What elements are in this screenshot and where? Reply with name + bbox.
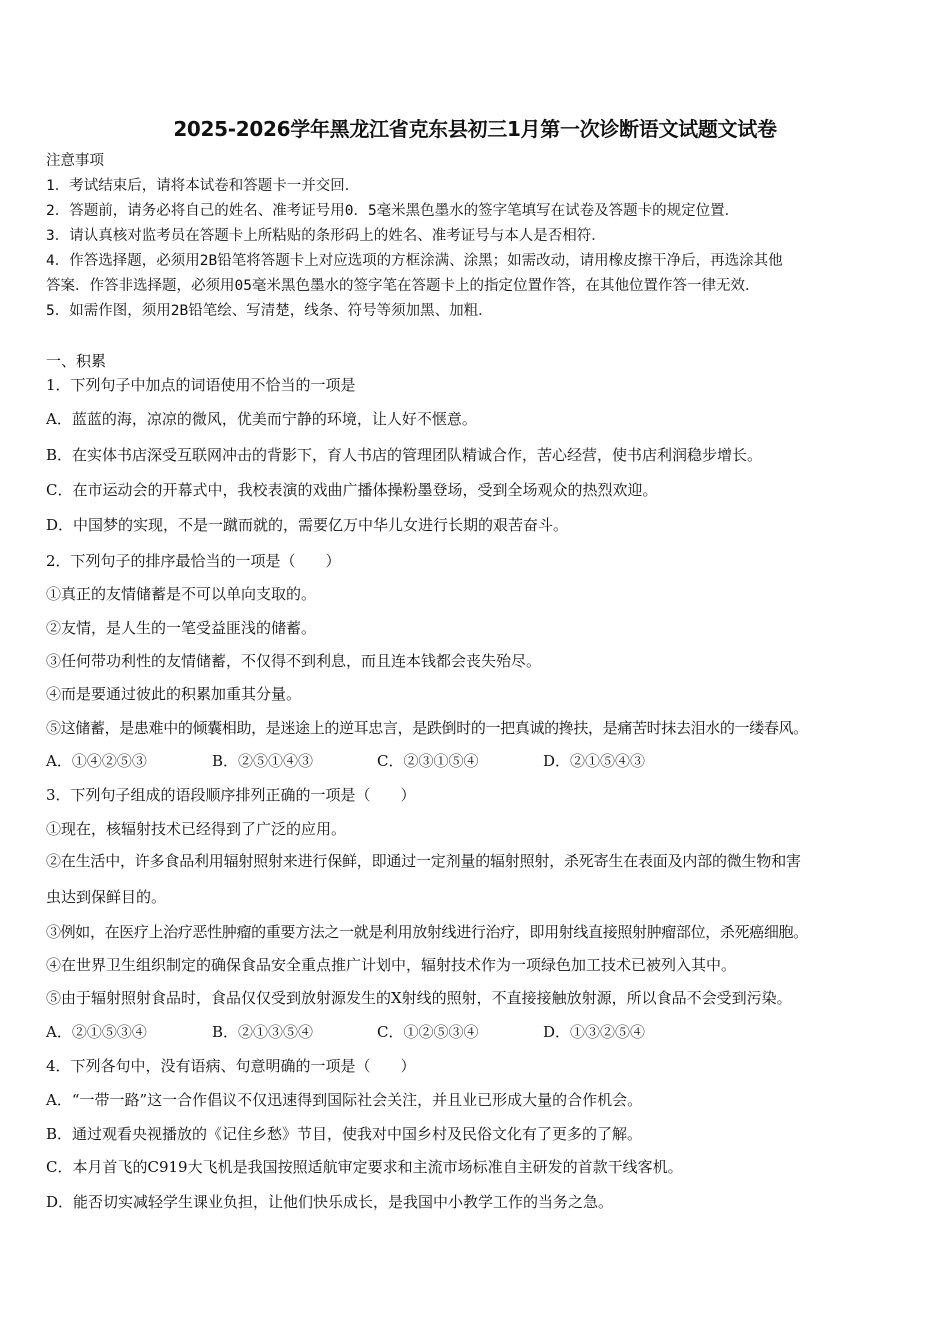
option-a: A．②①⑤③④ xyxy=(46,1023,147,1041)
notice-item: 5．如需作图，须用2B铅笔绘、写清楚，线条、符号等须加黑、加粗． xyxy=(46,303,493,319)
sentence: ③例如，在医疗上治疗恶性肿瘤的重要方法之一就是利用放射线进行治疗，即用射线直接照射肿瘤部位，杀死癌细胞。 xyxy=(46,923,808,941)
sentence: ①现在，核辐射技术已经得到了广泛的应用。 xyxy=(46,820,347,838)
option-c: C．在市运动会的开幕式中，我校表演的戏曲广播体操粉墨登场，受到全场观众的热烈欢迎。 xyxy=(46,481,658,499)
option-b: B．通过观看央视播放的《记住乡愁》节目，使我对中国乡村及民俗文化有了更多的了解。 xyxy=(46,1125,643,1143)
option-d: D．中国梦的实现，不是一蹴而就的，需要亿万中华儿女进行长期的艰苦奋斗。 xyxy=(46,516,569,534)
sentence: ④在世界卫生组织制定的确保食品安全重点推广计划中，辐射技术作为一项绿色加工技术已被列入其中。 xyxy=(46,956,737,974)
notice-item: 1．考试结束后，请将本试卷和答题卡一并交回． xyxy=(46,178,360,194)
option-d: D．①③②⑤④ xyxy=(543,1023,646,1041)
sentence: ⑤这储蓄，是患难中的倾囊相助，是迷途上的逆耳忠言，是跌倒时的一把真诚的搀扶，是痛苦时抹去泪水的一缕春风。 xyxy=(46,719,808,737)
option-c: C．①②⑤③④ xyxy=(377,1023,479,1041)
sentence: ②在生活中，许多食品利用辐射照射来进行保鲜，即通过一定剂量的辐射照射，杀死寄生在表面及内部的微生物和害 xyxy=(46,852,801,870)
sentence: ②友情，是人生的一笔受益匪浅的储蓄。 xyxy=(46,619,317,637)
question-stem: 2．下列句子的排序最恰当的一项是（ ） xyxy=(46,552,341,570)
notice-item: 答案．作答非选择题，必须用05毫米黑色墨水的签字笔在答题卡上的指定位置作答，在其他位置作答一律无效． xyxy=(46,278,760,294)
option-a: A．蓝蓝的海，凉凉的微风，优美而宁静的环境，让人好不惬意。 xyxy=(46,410,477,428)
option-b: B．②⑤①④③ xyxy=(212,752,314,770)
notice-item: 2．答题前，请务必将自己的姓名、准考证号用0．5毫米黑色墨水的签字笔填写在试卷及答题卡的规定位置． xyxy=(46,203,740,219)
sentence: 虫达到保鲜目的。 xyxy=(46,888,167,906)
option-a: A．①④②⑤③ xyxy=(46,752,147,770)
option-b: B．在实体书店深受互联网冲击的背影下，育人书店的管理团队精诚合作，苦心经营，使书店利润稳步增长。 xyxy=(46,446,763,464)
sentence: ①真正的友情储蓄是不可以单向支取的。 xyxy=(46,585,317,603)
sentence: ⑤由于辐射照射食品时，食品仅仅受到放射源发生的X射线的照射，不直接接触放射源，所以食品不会受到污染。 xyxy=(46,989,792,1007)
sentence: ③任何带功利性的友情储蓄，不仅得不到利息，而且连本钱都会丧失殆尽。 xyxy=(46,652,542,670)
option-d: D．能否切实减轻学生课业负担，让他们快乐成长，是我国中小教学工作的当务之急。 xyxy=(46,1193,614,1211)
section-heading: 一、积累 xyxy=(46,352,107,370)
question-stem: 3．下列句子组成的语段顺序排列正确的一项是（ ） xyxy=(46,786,416,804)
option-a: A．“一带一路”这一合作倡议不仅迅速得到国际社会关注，并且业已形成大量的合作机会。 xyxy=(46,1091,643,1109)
option-b: B．②①③⑤④ xyxy=(212,1023,314,1041)
option-c: C．②③①⑤④ xyxy=(377,752,479,770)
question-stem: 4．下列各句中，没有语病、句意明确的一项是（ ） xyxy=(46,1057,416,1075)
option-c: C．本月首飞的C919大飞机是我国按照适航审定要求和主流市场标准自主研发的首款干线客机。 xyxy=(46,1158,683,1176)
notice-heading: 注意事项 xyxy=(46,153,104,169)
sentence: ④而是要通过彼此的积累加重其分量。 xyxy=(46,685,302,703)
notice-item: 3．请认真核对监考员在答题卡上所粘贴的条形码上的姓名、准考证号与本人是否相符． xyxy=(46,228,606,244)
notice-item: 4．作答选择题，必须用2B铅笔将答题卡上对应选项的方框涂满、涂黑；如需改动，请用橡皮擦干净后，再选涂其他 xyxy=(46,253,783,269)
option-d: D．②①⑤④③ xyxy=(543,752,646,770)
page-title: 2025-2026学年黑龙江省克东县初三1月第一次诊断语文试题文试卷 xyxy=(173,117,777,141)
question-stem: 1．下列句子中加点的词语使用不恰当的一项是 xyxy=(46,376,356,394)
